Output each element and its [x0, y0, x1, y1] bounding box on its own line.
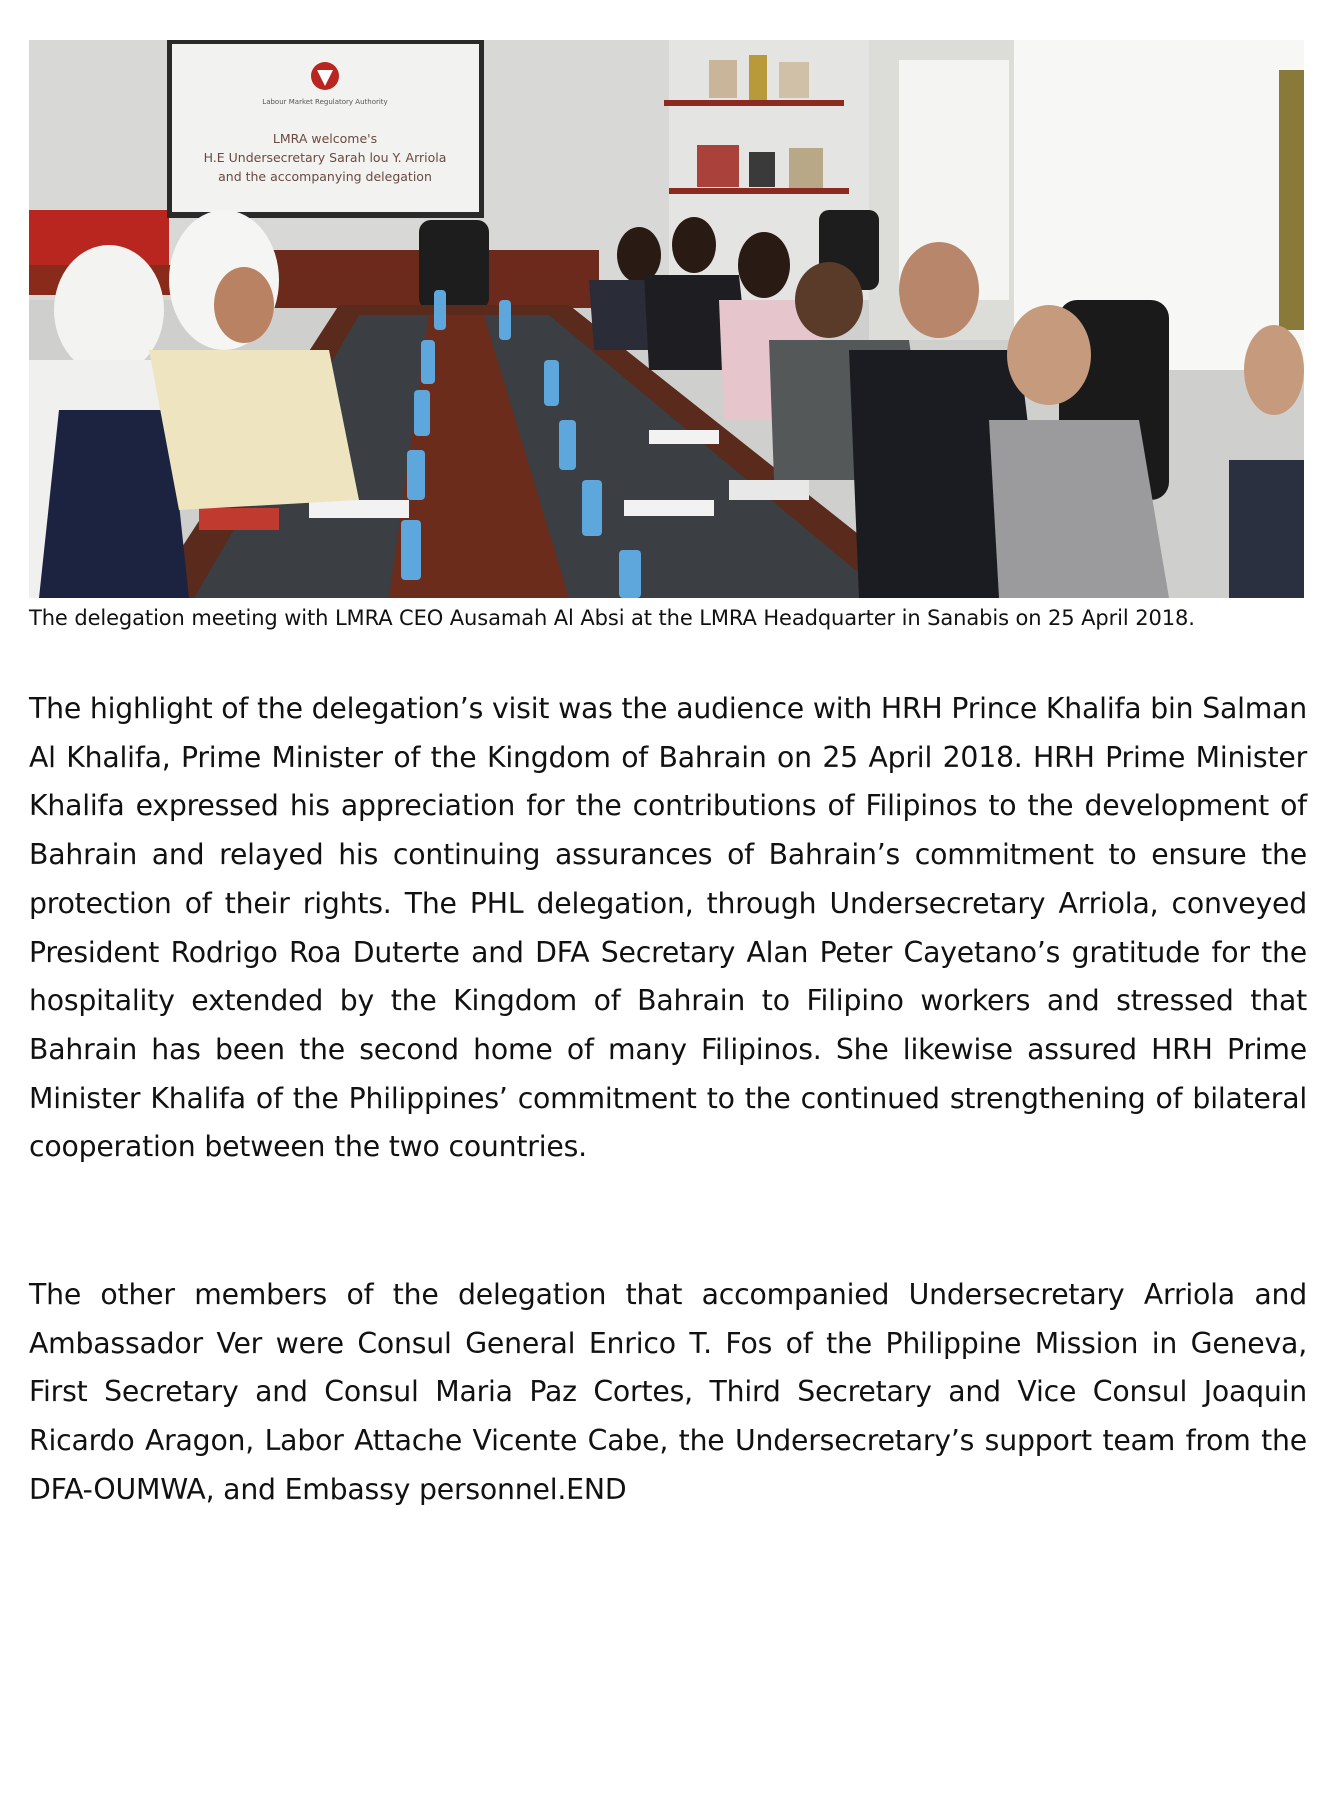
screen-org: Labour Market Regulatory Authority [262, 98, 388, 106]
screen-line-2: H.E Undersecretary Sarah lou Y. Arriola [203, 150, 447, 165]
meeting-photo [29, 40, 1304, 598]
screen-line-1: LMRA welcome's [272, 131, 378, 146]
body-paragraph-1: The highlight of the delegation’s visit was the audience with HRH Prince Khalifa bin Salman Al Khalifa, Prime Minister of the Kingdom of Bahrain on 25 April 2018. HRH Prime Minister Khalifa expressed his appreciation for the contributions of Filipinos to the development of Bahrain and relayed his continuing assurances of Bahrain’s commitment to ensure the protection of their rights. The PHL delegation, through Undersecretary Arriola, conveyed President Rodrigo Roa Duterte and DFA Secretary Alan Peter Cayetano’s gratitude for the hospitality extended by the Kingdom of Bahrain to Filipino workers and stressed that Bahrain has been the second home of many Filipinos. She likewise assured HRH Prime Minister Khalifa of the Philippines’ commitment to the continued strengthening of bilateral cooperation between the two countries. [29, 692, 1307, 1164]
body-paragraph-2: The other members of the delegation that accompanied Undersecretary Arriola and Ambassador Ver were Consul General Enrico T. Fos of the Philippine Mission in Geneva, First Secretary and Consul Maria Paz Cortes, Third Secretary and Vice Consul Joaquin Ricardo Aragon, Labor Attache Vicente Cabe, the Undersecretary’s support team from the DFA-OUMWA, and Embassy personnel.END [29, 1278, 1307, 1506]
screen-line-3: and the accompanying delegation [218, 169, 432, 184]
photo-caption: The delegation meeting with LMRA CEO Ausamah Al Absi at the LMRA Headquarter in Sanabis on 25 April 2018. [29, 606, 1195, 630]
